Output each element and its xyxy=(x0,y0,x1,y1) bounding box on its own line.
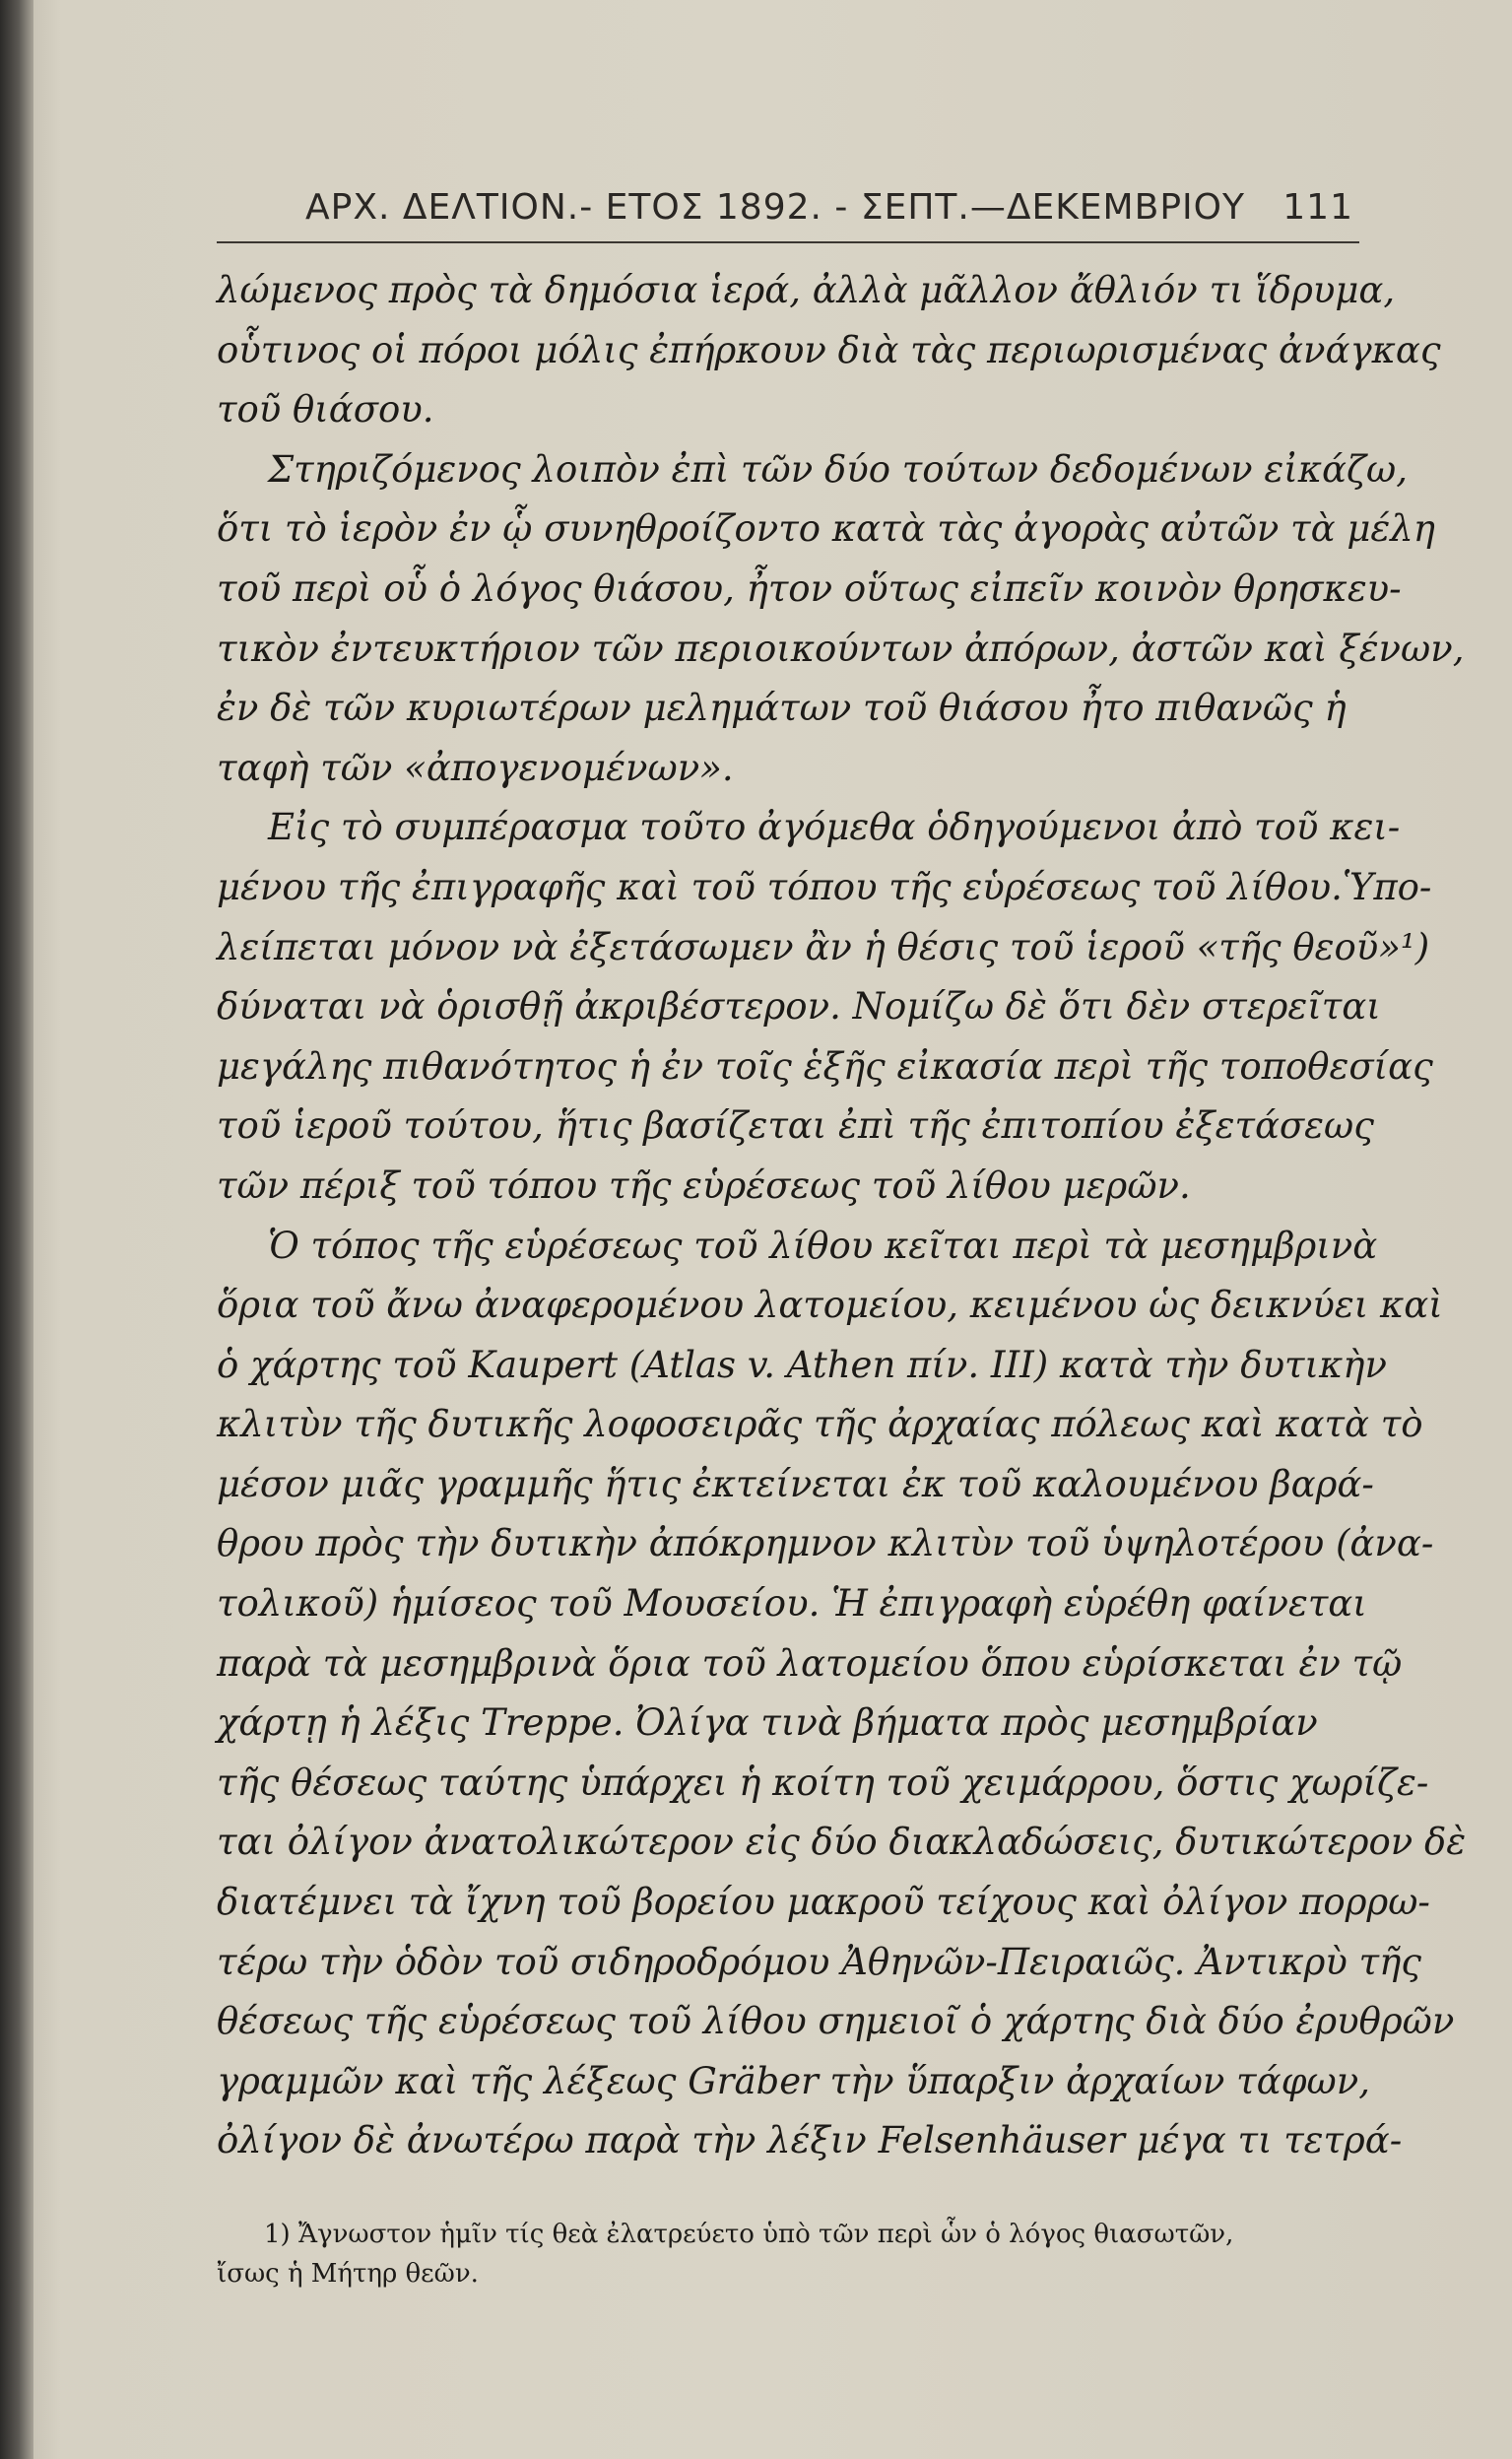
text-line: γραμμῶν καὶ τῆς λέξεως Gräber τὴν ὕπαρξιν ἀρχαίων τάφων, xyxy=(217,2059,1370,2102)
text-line: ταφὴ τῶν «ἀπογενομένων». xyxy=(217,746,734,789)
book-binding-edge xyxy=(0,0,33,2459)
text-line: κλιτὺν τῆς δυτικῆς λοφοσειρᾶς τῆς ἀρχαίας πόλεως καὶ κατὰ τὸ xyxy=(217,1403,1423,1446)
footnote-line: 1) Ἄγνωστον ἡμῖν τίς θεὰ ἐλατρεύετο ὑπὸ τῶν περὶ ὧν ὁ λόγος θιασωτῶν, xyxy=(264,2220,1234,2249)
text-line: τῶν πέριξ τοῦ τόπου τῆς εὑρέσεως τοῦ λίθου μερῶν. xyxy=(217,1163,1191,1207)
text-line: τικὸν ἐντευκτήριον τῶν περιοικούντων ἀπόρων, ἀστῶν καὶ ξένων, xyxy=(217,627,1465,670)
text-line: Ὁ τόπος τῆς εὑρέσεως τοῦ λίθου κεῖται περὶ τὰ μεσημβρινὰ xyxy=(268,1224,1378,1267)
text-line: Εἰς τὸ συμπέρασμα τοῦτο ἀγόμεθα ὁδηγούμενοι ἀπὸ τοῦ κει- xyxy=(268,806,1401,849)
text-line: τοῦ περὶ οὗ ὁ λόγος θιάσου, ἦτον οὕτως εἰπεῖν κοινὸν θρησκευ- xyxy=(217,566,1402,610)
text-line: παρὰ τὰ μεσημβρινὰ ὅρια τοῦ λατομείου ὅπου εὑρίσκεται ἐν τῷ xyxy=(217,1641,1403,1685)
text-line: τολικοῦ) ἡμίσεος τοῦ Μουσείου. Ἡ ἐπιγραφὴ εὑρέθη φαίνεται xyxy=(217,1582,1367,1626)
header-rule xyxy=(217,241,1359,243)
text-line: δύναται νὰ ὁρισθῇ ἀκριβέστερον. Νομίζω δὲ ὅτι δὲν στερεῖται xyxy=(217,985,1381,1029)
text-line: λείπεται μόνον νὰ ἐξετάσωμεν ἂν ἡ θέσις τοῦ ἱεροῦ «τῆς θεοῦ»¹) xyxy=(217,925,1430,968)
page-content xyxy=(217,187,1467,2293)
text-line: τέρω τὴν ὁδὸν τοῦ σιδηροδρόμου Ἀθηνῶν-Πειραιῶς. Ἀντικρὺ τῆς xyxy=(217,1940,1422,1983)
text-line: τοῦ ἱεροῦ τούτου, ἥτις βασίζεται ἐπὶ τῆς ἐπιτοπίου ἐξετάσεως xyxy=(217,1104,1374,1148)
text-line: ὁ χάρτης τοῦ Kaupert (Atlas v. Athen πίν. III) κατὰ τὴν δυτικὴν xyxy=(217,1343,1387,1386)
text-line: Στηριζόμενος λοιπὸν ἐπὶ τῶν δύο τούτων δεδομένων εἰκάζω, xyxy=(268,447,1408,491)
body-text xyxy=(217,261,1467,2171)
text-line: ται ὀλίγον ἀνατολικώτερον εἰς δύο διακλαδώσεις, δυτικώτερον δὲ xyxy=(217,1821,1467,1864)
text-line: ἐν δὲ τῶν κυριωτέρων μελημάτων τοῦ θιάσου ἦτο πιθανῶς ἡ xyxy=(217,687,1347,730)
text-line: διατέμνει τὰ ἴχνη τοῦ βορείου μακροῦ τείχους καὶ ὀλίγον πορρω- xyxy=(217,1881,1430,1924)
footnotes xyxy=(217,2215,1359,2293)
text-line: μεγάλης πιθανότητος ἡ ἐν τοῖς ἑξῆς εἰκασία περὶ τῆς τοποθεσίας xyxy=(217,1044,1433,1088)
text-line: λώμενος πρὸς τὰ δημόσια ἱερά, ἀλλὰ μᾶλλον ἄθλιόν τι ἵδρυμα, xyxy=(217,269,1396,311)
text-line: θέσεως τῆς εὑρέσεως τοῦ λίθου σημειοῖ ὁ χάρτης διὰ δύο ἐρυθρῶν xyxy=(217,2000,1455,2043)
text-line: οὗτινος οἱ πόροι μόλις ἐπήρκουν διὰ τὰς περιωρισμένας ἀνάγκας xyxy=(217,328,1441,371)
text-line: θρου πρὸς τὴν δυτικὴν ἀπόκρημνον κλιτὺν τοῦ ὑψηλοτέρου (ἀνα- xyxy=(217,1522,1434,1565)
footnote-line: ἴσως ἡ Μήτηρ θεῶν. xyxy=(217,2259,479,2289)
text-line: μένου τῆς ἐπιγραφῆς καὶ τοῦ τόπου τῆς εὑρέσεως τοῦ λίθου.Ὑπο- xyxy=(217,865,1432,908)
text-line: ὅτι τὸ ἱερὸν ἐν ᾧ συνηθροίζοντο κατὰ τὰς ἀγορὰς αὐτῶν τὰ μέλη xyxy=(217,507,1435,551)
running-header xyxy=(217,187,1359,241)
text-line: ὀλίγον δὲ ἀνωτέρω παρὰ τὴν λέξιν Felsenhäuser μέγα τι τετρά- xyxy=(217,2119,1403,2162)
text-line: μέσον μιᾶς γραμμῆς ἥτις ἐκτείνεται ἐκ τοῦ καλουμένου βαρά- xyxy=(217,1462,1374,1505)
text-line: χάρτῃ ἡ λέξις Treppe. Ὀλίγα τινὰ βήματα πρὸς μεσημβρίαν xyxy=(217,1701,1318,1745)
text-line: τοῦ θιάσου. xyxy=(217,388,434,432)
text-line: τῆς θέσεως ταύτης ὑπάρχει ἡ κοίτη τοῦ χειμάρρου, ὅστις χωρίζε- xyxy=(217,1761,1429,1804)
text-line: ὅρια τοῦ ἄνω ἀναφερομένου λατομείου, κειμένου ὡς δεικνύει καὶ xyxy=(217,1284,1443,1327)
page-number: 111 xyxy=(1282,187,1353,228)
running-title: ΑΡΧ. ΔΕΛΤΙΟΝ.- ΕΤΟΣ 1892. - ΣΕΠΤ.—ΔΕΚΕΜΒΡΙΟΥ xyxy=(305,187,1245,228)
